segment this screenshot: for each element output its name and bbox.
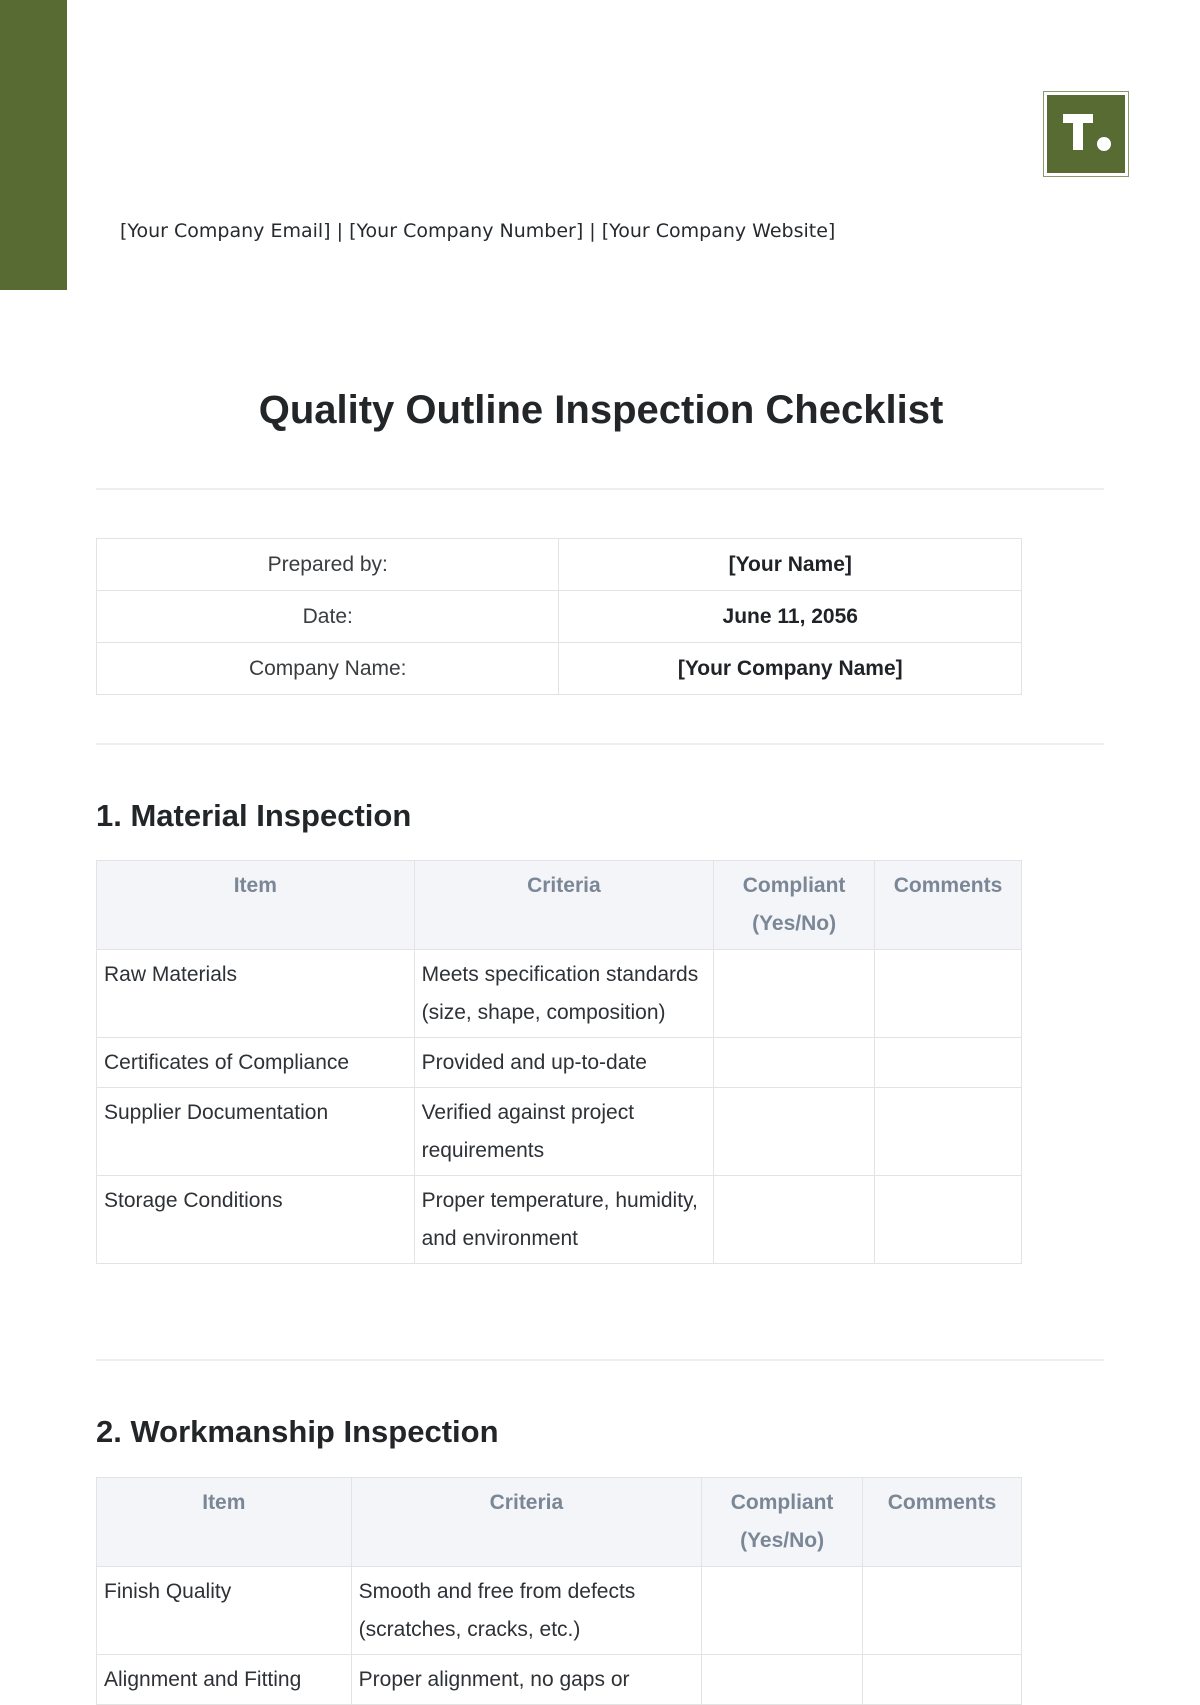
table-row [97,1088,1022,1176]
contact-website: [Your Company Website] [601,220,836,242]
cell-item: Certificates of Compliance [97,1038,415,1088]
cell-criteria: Verified against project requirements [414,1088,714,1176]
table-row [97,1038,1022,1088]
column-header-item: Item [97,1478,352,1567]
info-table [96,538,1022,695]
column-header-criteria: Criteria [351,1478,701,1567]
document-title: Quality Outline Inspection Checklist [258,388,944,432]
company-contact-line [120,220,835,242]
column-header-compliant: Compliant (Yes/No) [714,861,875,950]
cell-comments[interactable] [863,1655,1022,1705]
info-label: Company Name: [97,643,559,695]
contact-email: [Your Company Email] [120,220,331,242]
cell-comments[interactable] [875,950,1022,1038]
workmanship-inspection-table [96,1477,1022,1705]
cell-comments[interactable] [875,1088,1022,1176]
table-row [97,1176,1022,1264]
cell-criteria: Provided and up-to-date [414,1038,714,1088]
cell-item: Supplier Documentation [97,1088,415,1176]
info-row [97,591,1022,643]
cell-compliant[interactable] [714,950,875,1038]
column-header-item: Item [97,861,415,950]
cell-criteria: Smooth and free from defects (scratches, cracks, etc.) [351,1567,701,1655]
cell-comments[interactable] [863,1567,1022,1655]
section-heading-material: 1. Material Inspection [96,798,412,833]
cell-comments[interactable] [875,1038,1022,1088]
cell-criteria: Meets specification standards (size, shape, composition) [414,950,714,1038]
table-row [97,1655,1022,1705]
column-header-comments: Comments [863,1478,1022,1567]
cell-criteria: Proper alignment, no gaps or [351,1655,701,1705]
table-row [97,950,1022,1038]
cell-criteria: Proper temperature, humidity, and environment [414,1176,714,1264]
company-logo [1043,91,1129,177]
cell-compliant[interactable] [702,1655,863,1705]
side-accent-bar [0,0,67,290]
column-header-criteria: Criteria [414,861,714,950]
contact-separator: | [330,220,350,242]
column-header-comments: Comments [875,861,1022,950]
divider [96,743,1104,745]
cell-compliant[interactable] [714,1088,875,1176]
divider [96,1359,1104,1361]
info-value: [Your Company Name] [559,643,1022,695]
material-inspection-table [96,860,1022,1264]
contact-number: [Your Company Number] [349,220,584,242]
info-row [97,539,1022,591]
cell-item: Alignment and Fitting [97,1655,352,1705]
cell-compliant[interactable] [714,1038,875,1088]
table-header-row [97,1478,1022,1567]
cell-compliant[interactable] [714,1176,875,1264]
info-value: June 11, 2056 [559,591,1022,643]
cell-compliant[interactable] [702,1567,863,1655]
table-header-row [97,861,1022,950]
info-label: Prepared by: [97,539,559,591]
cell-item: Finish Quality [97,1567,352,1655]
logo-t-icon [1047,95,1125,173]
contact-separator: | [583,220,602,242]
table-row [97,1567,1022,1655]
info-label: Date: [97,591,559,643]
cell-comments[interactable] [875,1176,1022,1264]
cell-item: Storage Conditions [97,1176,415,1264]
info-row [97,643,1022,695]
divider [96,488,1104,490]
cell-item: Raw Materials [97,950,415,1038]
column-header-compliant: Compliant (Yes/No) [702,1478,863,1567]
info-value: [Your Name] [559,539,1022,591]
section-heading-workmanship: 2. Workmanship Inspection [96,1414,499,1449]
